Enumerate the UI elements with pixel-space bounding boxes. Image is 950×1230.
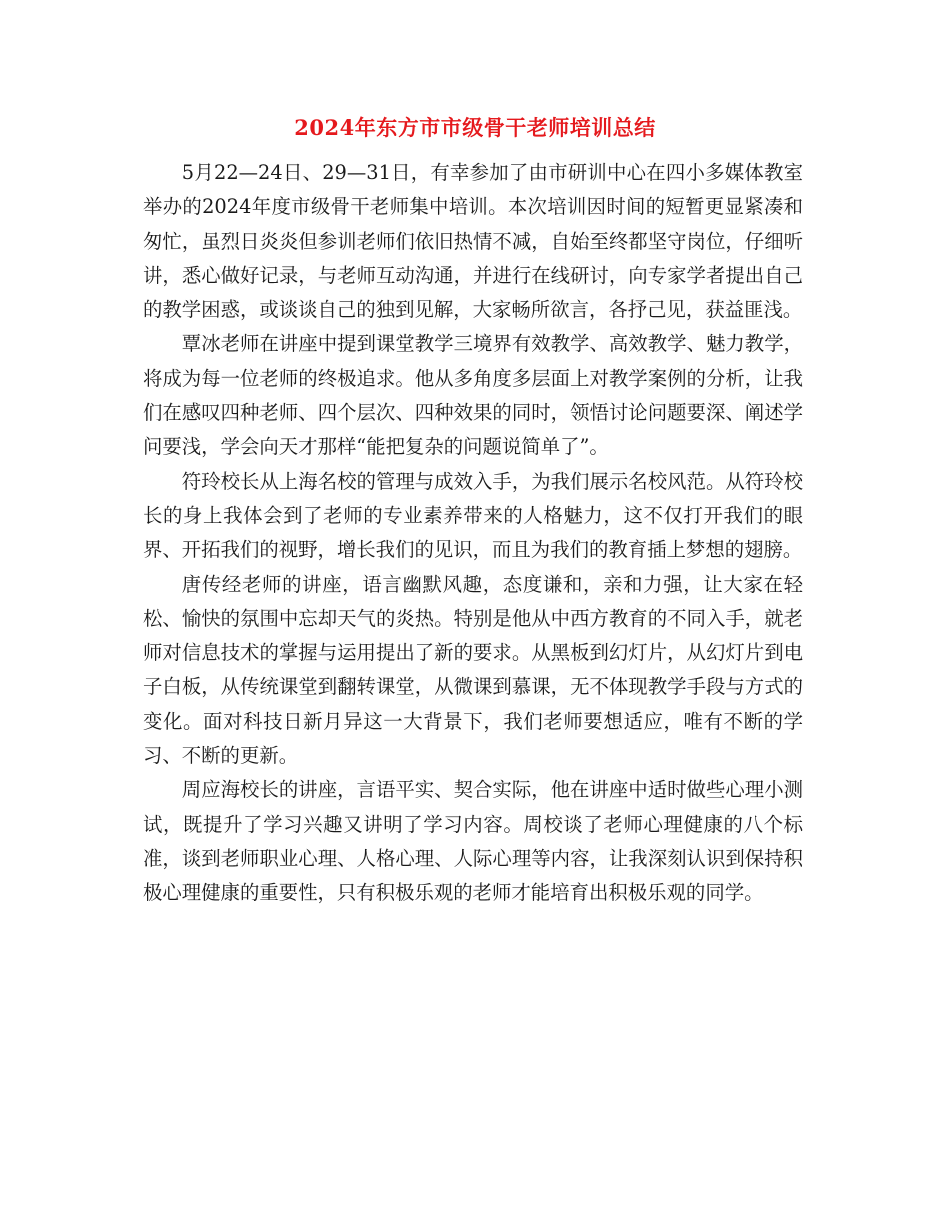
paragraph-3: 符玲校长从上海名校的管理与成效入手，为我们展示名校风范。从符玲校长的身上我体会到了老师的专业素养带来的人格魅力，这不仅打开我们的眼界、开拓我们的视野，增长我们的见识，而且为我们的教育插上梦想的翅膀。 (143, 469, 803, 562)
paragraph-2: 覃冰老师在讲座中提到课堂教学三境界有效教学、高效教学、魅力教学，将成为每一位老师的终极追求。他从多角度多层面上对教学案例的分析，让我们在感叹四种老师、四个层次、四种效果的同时，领悟讨论问题要深、阐述学问要浅，学会向天才那样“能把复杂的问题说简单了”。 (143, 332, 803, 459)
paragraph-1: 5月22—24日、29—31日，有幸参加了由市研训中心在四小多媒体教室举办的2024年度市级骨干老师集中培训。本次培训因时间的短暂更显紧凑和匆忙，虽烈日炎炎但参训老师们依旧热情不减，自始至终都坚守岗位，仔细听讲，悉心做好记录，与老师互动沟通，并进行在线研讨，向专家学者提出自己的教学困惑，或谈谈自己的独到见解，大家畅所欲言，各抒己见，获益匪浅。 (143, 161, 803, 322)
document-body (143, 156, 803, 911)
paragraph-5: 周应海校长的讲座，言语平实、契合实际，他在讲座中适时做些心理小测试，既提升了学习兴趣又讲明了学习内容。周校谈了老师心理健康的八个标准，谈到老师职业心理、人格心理、人际心理等内容，让我深刻认识到保持积极心理健康的重要性，只有积极乐观的老师才能培育出积极乐观的同学。 (143, 778, 803, 905)
paragraph-4: 唐传经老师的讲座，语言幽默风趣，态度谦和，亲和力强，让大家在轻松、愉快的氛围中忘却天气的炎热。特别是他从中西方教育的不同入手，就老师对信息技术的掌握与运用提出了新的要求。从黑板到幻灯片，从幻灯片到电子白板，从传统课堂到翻转课堂，从微课到慕课，无不体现教学手段与方式的变化。面对科技日新月异这一大背景下，我们老师要想适应，唯有不断的学习、不断的更新。 (143, 572, 803, 768)
document-title: 2024年东方市市级骨干老师培训总结 (294, 115, 656, 140)
